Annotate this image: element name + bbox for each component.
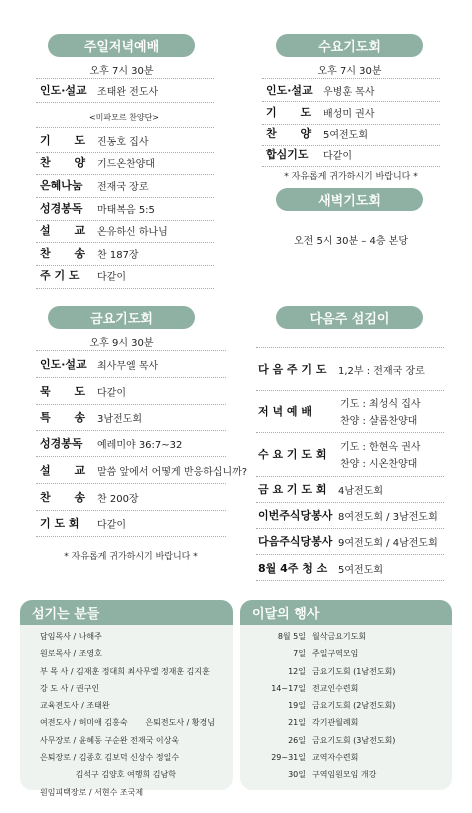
list-item: 강 도 사 / 권구인 — [40, 683, 100, 693]
events-panel — [240, 600, 452, 790]
server-row: 8월 4주 청 소 5여전도회 — [258, 562, 384, 576]
section-title: 주일저녁예배 — [48, 34, 195, 57]
list-item: 교육전도사 / 조태완 — [40, 701, 110, 711]
program-row: 합심기도 다같이 — [266, 148, 352, 162]
program-row: 찬 송 찬 200장 — [40, 491, 139, 505]
program-row: 묵 도 다같이 — [40, 385, 126, 399]
section-title: 금요기도회 — [48, 306, 195, 329]
program-row: 설 교 말씀 앞에서 어떻게 반응하십니까? — [40, 464, 248, 478]
list-item: 김석구 김양호 여행희 김남학 — [40, 770, 176, 780]
servers-panel — [20, 600, 233, 797]
service-time: 오후 9시 30분 — [89, 338, 154, 349]
list-item: 21일 각기관월례회 — [288, 718, 359, 728]
dismissal-note: * 자유롭게 귀가하시기 바랍니다 * — [64, 552, 198, 562]
list-item: 8월 5일 월삭금요기도회 — [277, 632, 367, 641]
program-row: 인도·설교 조태완 전도사 — [40, 84, 159, 98]
server-row: 다 음 주 기 도 1,2부 : 전재국 장로 — [258, 363, 425, 377]
program-row: 주 기 도 다같이 — [40, 269, 126, 283]
section-title: 수요기도회 — [276, 34, 423, 57]
list-item: 사무장로 / 윤혜동 구순완 전재국 이상욱 — [40, 735, 180, 745]
section-title: 다음주 섬김이 — [276, 306, 423, 329]
program-row: 인도·설교 최사무엘 목사 — [40, 358, 159, 372]
program-row: 기 도 진동호 집사 — [40, 134, 149, 148]
panel-title: 섬기는 분들 — [20, 600, 233, 625]
panel-title: 이달의 행사 — [240, 600, 452, 625]
server-row: 이번주식당봉사 8여전도회 / 3남전도회 — [258, 509, 438, 523]
server-row: 금 요 기 도 회 4남전도회 — [258, 483, 384, 497]
program-row: 기 도 회 다같이 — [40, 517, 126, 531]
program-row: 성경봉독 마태복음 5:5 — [40, 202, 155, 216]
list-item: 19일 금요기도회 (2남전도회) — [288, 701, 396, 711]
choir-note: <미파모르 찬양단> — [88, 113, 160, 122]
program-row: 특 송 3남전도회 — [40, 411, 143, 425]
program-row: 찬 양 5여전도회 — [266, 127, 369, 141]
program-row: 설 교 온유하신 하나님 — [40, 224, 168, 238]
list-item: 12일 금요기도회 (1남전도회) — [288, 666, 396, 676]
server-row: 다음주식당봉사 9여전도회 / 4남전도회 — [258, 535, 438, 549]
program-row: 성경봉독 예레미야 36:7~32 — [40, 437, 183, 451]
program-row: 찬 송 찬 187장 — [40, 247, 139, 261]
program-row: 찬 양 기드온찬양대 — [40, 156, 155, 170]
list-item: 여전도사 / 허미애 김홍숙 은퇴전도사 / 황경님 — [40, 718, 216, 728]
program-row: 인도·설교 우병훈 목사 — [266, 84, 375, 98]
service-time: 오후 7시 30분 — [89, 66, 154, 77]
list-item: 26일 금요기도회 (3남전도회) — [288, 735, 396, 745]
service-time: 오후 7시 30분 — [317, 66, 382, 77]
list-item: 원임피택장로 / 서현수 조국제 — [40, 787, 144, 797]
list-item: 은퇴장로 / 김종호 김보덕 신상수 정일수 — [40, 753, 180, 763]
program-row: 기 도 배성미 권사 — [266, 106, 375, 120]
list-item: 14~17일 전교인수련회 — [271, 683, 359, 693]
service-time: 오전 5시 30분 – 4층 본당 — [294, 236, 408, 247]
list-item: 원로목사 / 조영호 — [40, 649, 102, 659]
list-item: 부 목 사 / 김재훈 정대희 최사무엘 정재훈 김지훈 — [40, 666, 210, 676]
section-title: 새벽기도회 — [276, 188, 423, 211]
list-item: 담임목사 / 나해주 — [40, 632, 102, 641]
program-row: 은혜나눔 전재국 장로 — [40, 179, 149, 193]
dismissal-note: * 자유롭게 귀가하시기 바랍니다 * — [284, 172, 418, 182]
list-item: 7일 주일구역모임 — [293, 649, 359, 659]
list-item: 30일 구역임원모임 개강 — [288, 770, 377, 780]
list-item: 29~31일 교역자수련회 — [271, 753, 359, 763]
